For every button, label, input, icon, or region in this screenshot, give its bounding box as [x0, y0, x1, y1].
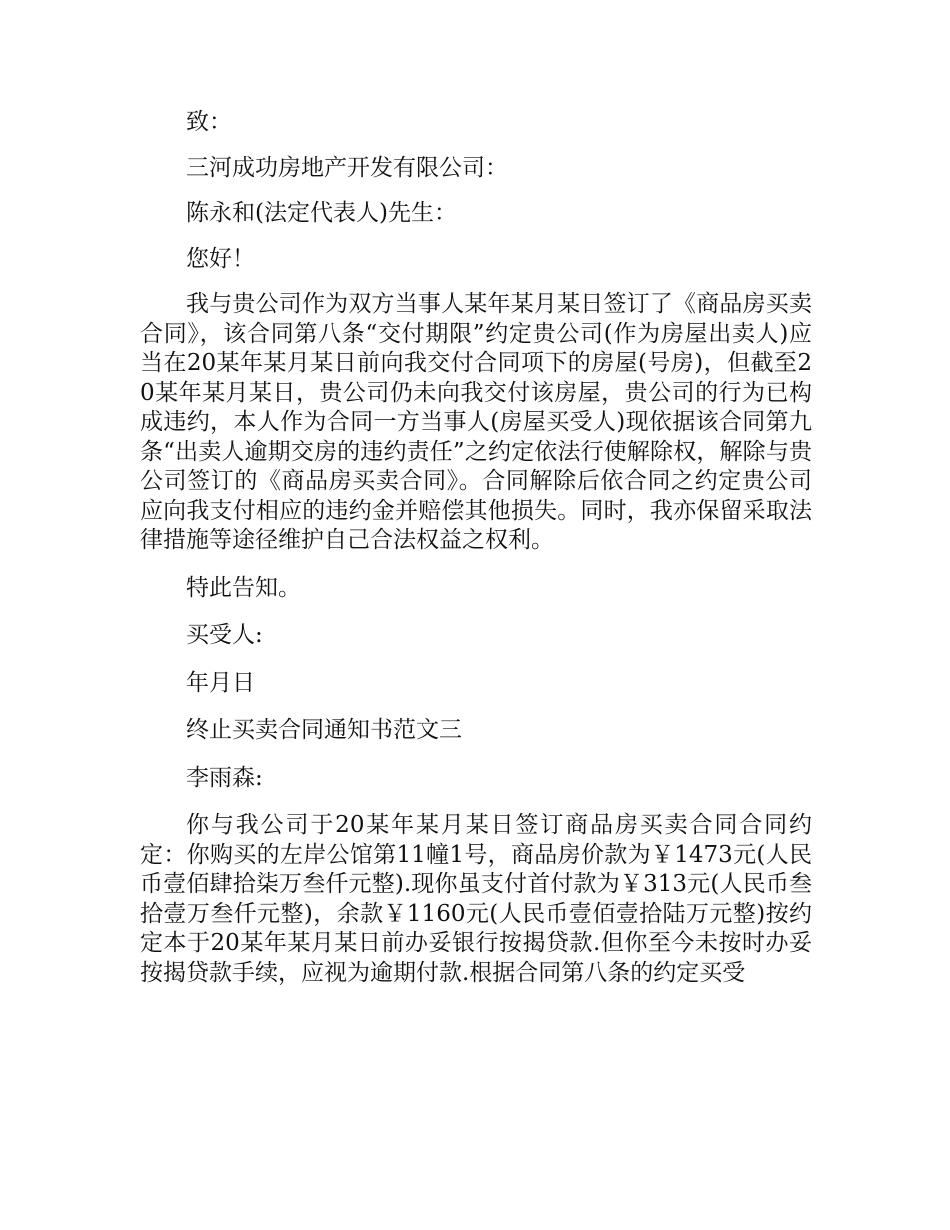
date-label: 年月日 [186, 669, 255, 696]
letter-document [140, 108, 812, 988]
section-title: 终止买卖合同通知书范文三 [186, 717, 462, 743]
representative-line: 陈永和(法定代表人)先生： [186, 200, 457, 226]
notice-line: 特此告知。 [186, 574, 301, 601]
greeting-line: 您好！ [186, 245, 255, 272]
buyer-signature-label: 买受人: [186, 622, 263, 648]
company-name-line: 三河成功房地产开发有限公司： [186, 154, 508, 181]
body-paragraph-payment: 你与我公司于20某年某月某日签订商品房买卖合同合同约定：你购买的左岸公馆第11幢1号，商品房价款为￥1473元(人民币壹佰肆拾柒万叁仟元整).现你虽支付首付款为￥313元(人民币叁拾壹万叁仟元整)，余款￥1160元(人民币壹佰壹拾陆万元整)按约定本于20某年某月某日前办妥银行按揭贷款.但你至今未按时办妥按揭贷款手续，应视为逾期付款.根据合同第八条的约定买受 [140, 812, 812, 986]
salutation-line: 致： [186, 109, 232, 135]
recipient-line: 李雨森: [186, 764, 263, 791]
body-paragraph-termination: 我与贵公司作为双方当事人某年某月某日签订了《商品房买卖合同》，该合同第八条“交付期限”约定贵公司(作为房屋出卖人)应当在20某年某月某日前向我交付合同项下的房屋(号房)，但截至20某年某月某日，贵公司仍未向我交付该房屋，贵公司的行为已构成违约，本人作为合同一方当事人(房屋买受人)现依据该合同第九条“出卖人逾期交房的违约责任”之约定依法行使解除权，解除与贵公司签订的《商品房买卖合同》。合同解除后依合同之约定贵公司应向我支付相应的违约金并赔偿其他损失。同时，我亦保留采取法律措施等途径维护自己合法权益之权利。 [140, 291, 812, 553]
